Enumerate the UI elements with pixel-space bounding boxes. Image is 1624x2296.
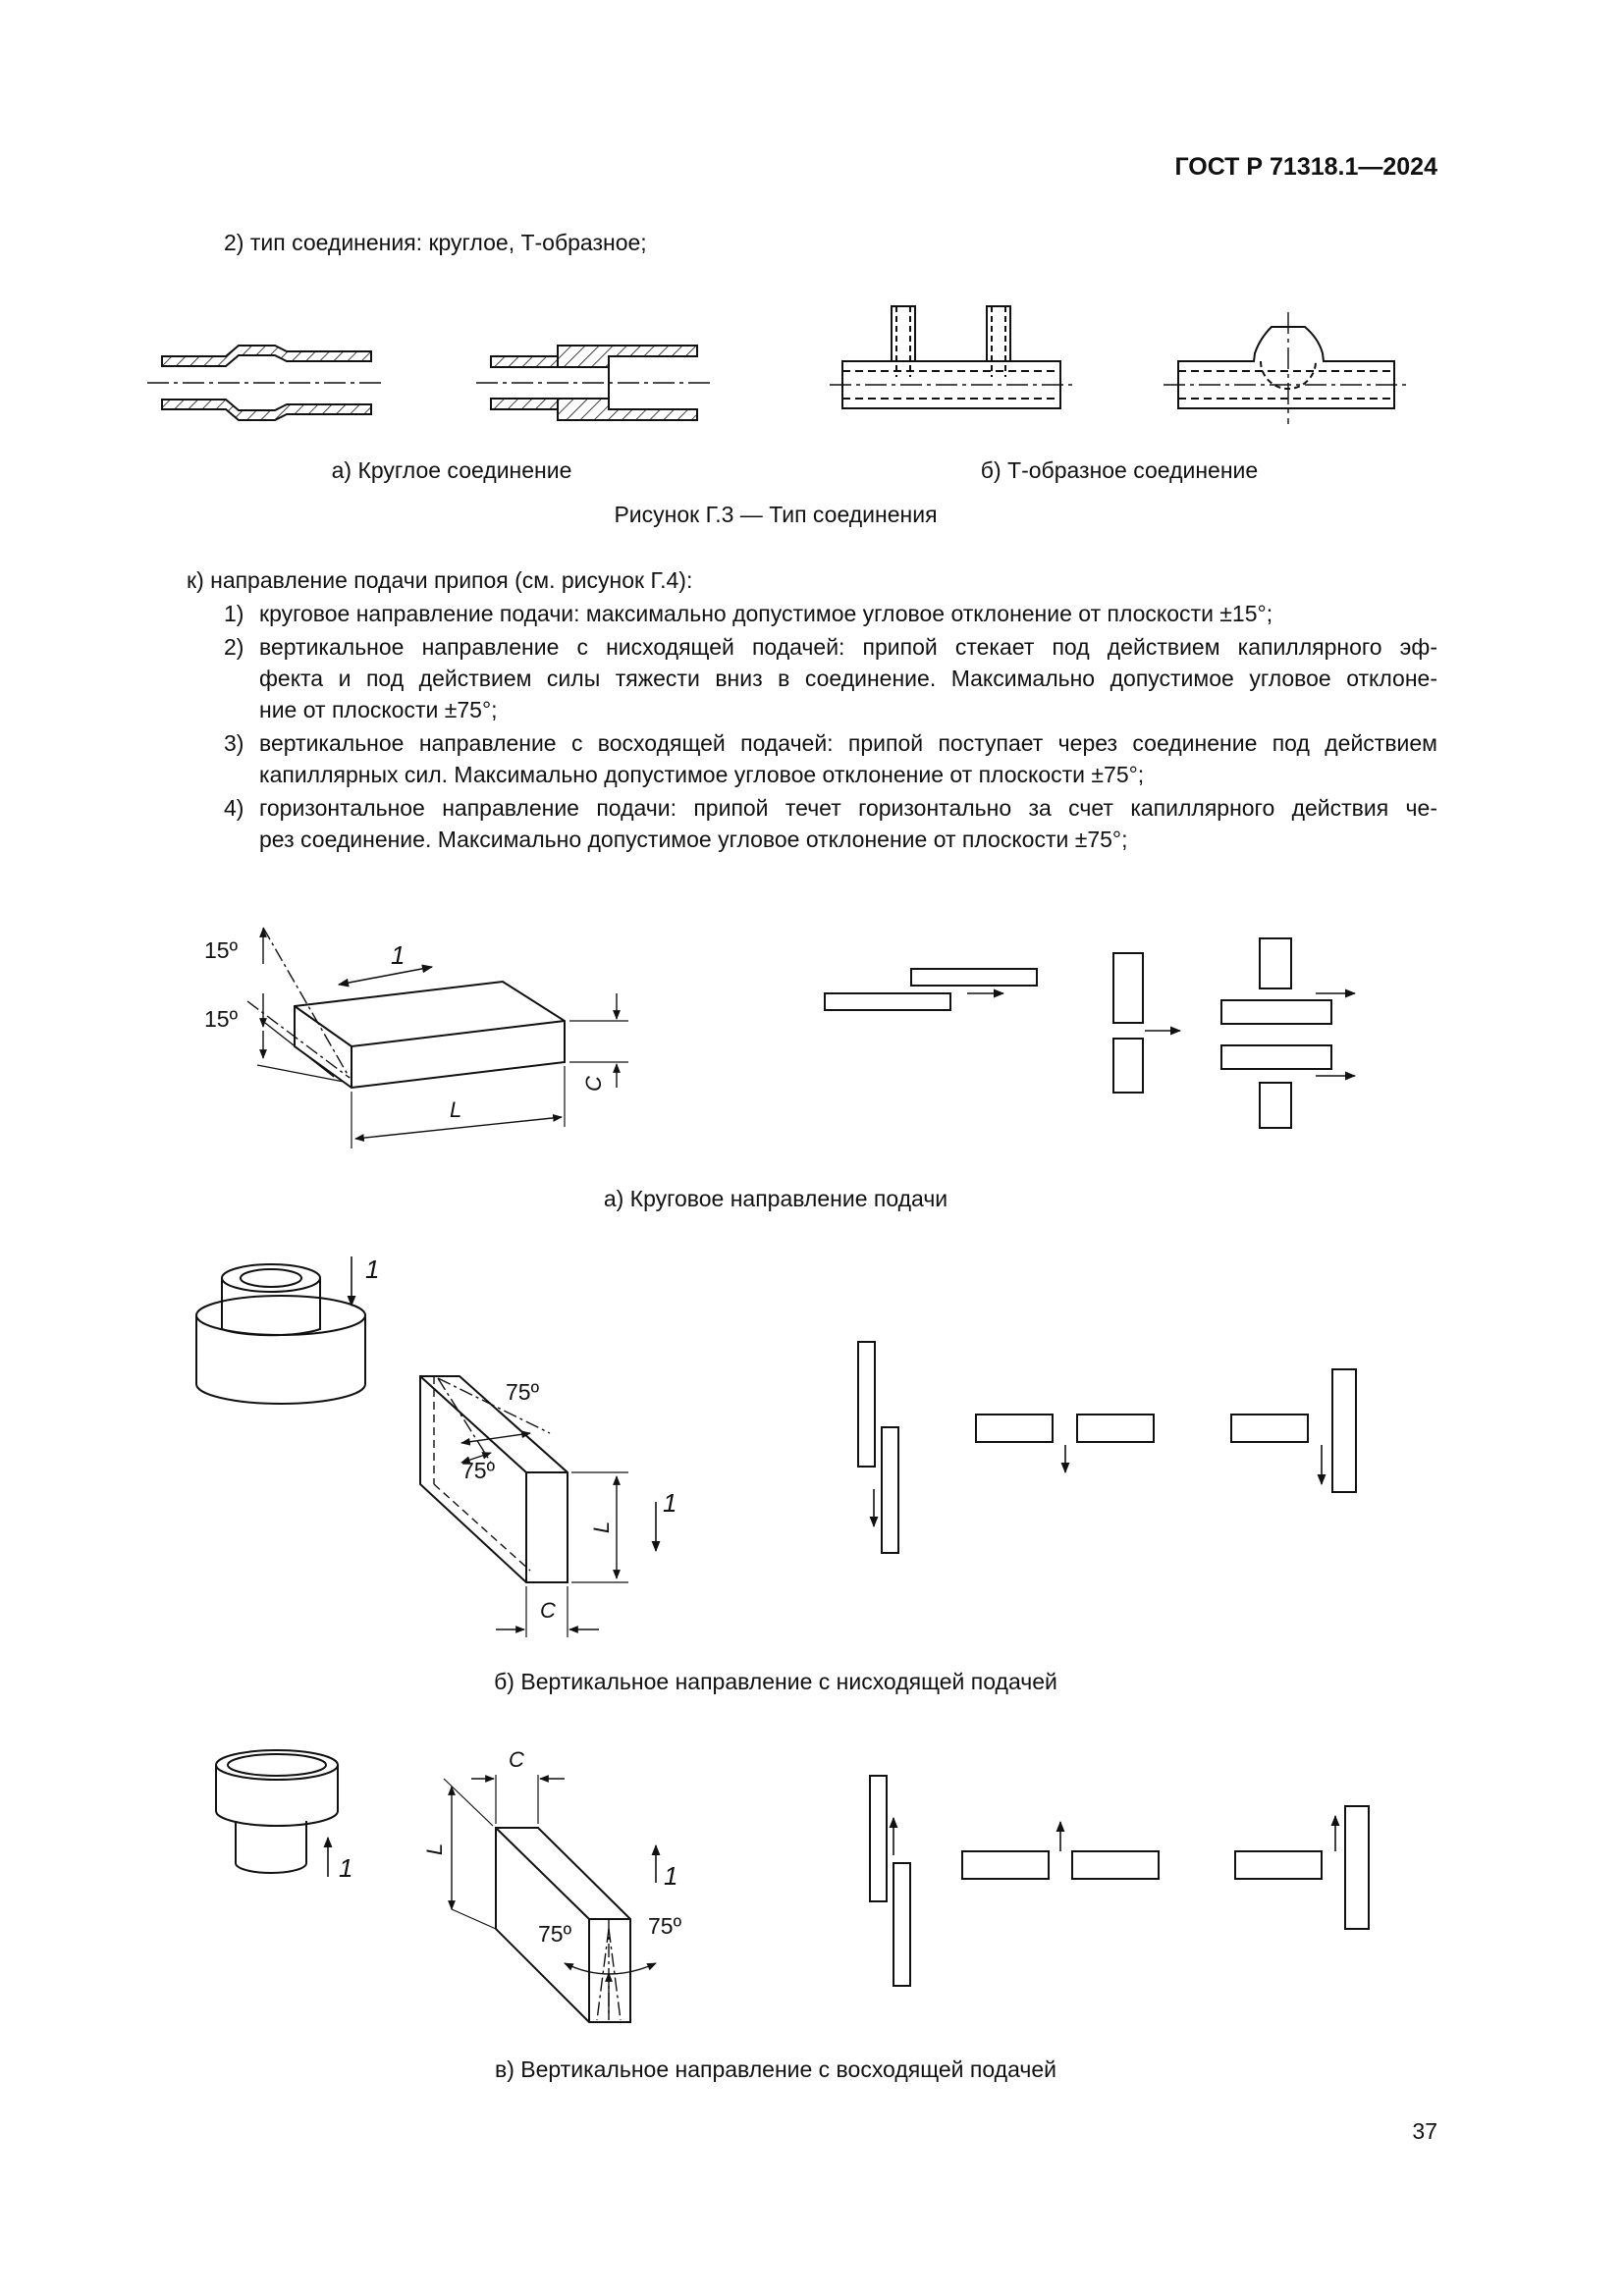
circular-feed-plate-drawing [247, 928, 628, 1148]
section-k-heading: к) направление подачи припоя (см. рисунок Г.4): [187, 567, 693, 593]
t-joint-pipe-drawing [830, 306, 1075, 408]
label-C-c: C [509, 1747, 524, 1772]
fig-g4-sub-c-caption: в) Вертикальное направление с восходящей подачей [495, 2056, 1056, 2082]
circular-feed-schematics [825, 938, 1355, 1128]
downward-feed-cylinder-drawing [196, 1256, 365, 1404]
page-number: 37 [1412, 2118, 1437, 2144]
upward-feed-bar-drawing [444, 1775, 656, 2022]
label-key-1-c: 1 [339, 1853, 353, 1883]
label-key-1-a: 1 [391, 940, 406, 970]
fig-g3-sub-a-caption: а) Круглое соединение [331, 457, 572, 483]
label-L-c: L [422, 1842, 447, 1855]
label-C-b: C [540, 1598, 556, 1623]
fig-g4-sub-a-caption: а) Круговое направление подачи [603, 1186, 948, 1211]
item-1-line-1: круговое направление подачи: максимально допустимое угловое отклонение от плоскости ±15°; [259, 601, 1273, 626]
label-angle-15-bottom: 15º [204, 1006, 238, 1032]
item-2-number: 2) [224, 634, 244, 660]
item-4-line-1: горизонтальное направление подачи: припой течет горизонтально за счет капиллярного действия че- [259, 795, 1437, 821]
item-2-line-3: ние от плоскости ±75°; [259, 697, 498, 722]
item-3-line-1: вертикальное направление с восходящей подачей: припой поступает через соединение под действием [259, 730, 1437, 756]
downward-feed-bar-drawing [420, 1376, 656, 1637]
label-angle-75-b-bottom: 75º [461, 1458, 495, 1483]
fig-g3-sub-b-caption: б) Т-образное соединение [980, 457, 1259, 483]
figure-g3-caption: Рисунок Г.3 — Тип соединения [614, 502, 938, 527]
round-joint-swaged-drawing [147, 346, 385, 420]
label-angle-75-b-top: 75º [506, 1379, 539, 1405]
label-angle-75-c-left: 75º [538, 1921, 571, 1947]
label-L-b: L [589, 1521, 614, 1533]
item-3-number: 3) [224, 730, 244, 756]
item-2-line-2: фекта и под действием силы тяжести вниз в соединение. Максимально допустимое угловое отклоне- [259, 666, 1437, 691]
downward-feed-schematics [858, 1342, 1356, 1553]
upward-feed-schematics [870, 1776, 1369, 1986]
item-1-number: 1) [224, 601, 244, 626]
item-4-number: 4) [224, 795, 244, 821]
label-key-1-b: 1 [365, 1255, 380, 1284]
item-4-line-2: рез соединение. Максимально допустимое угловое отклонение от плоскости ±75°; [259, 827, 1128, 852]
label-L-a: L [450, 1097, 462, 1122]
round-joint-sleeve-drawing [476, 346, 712, 420]
intro-item: 2) тип соединения: круглое, Т-образное; [224, 230, 647, 255]
item-2-line-1: вертикальное направление с нисходящей подачей: припой стекает под действием капиллярного эф- [259, 634, 1437, 660]
item-3-line-2: капиллярных сил. Максимально допустимое угловое отклонение от плоскости ±75°; [259, 762, 1145, 787]
label-C-a: C [581, 1076, 606, 1092]
label-angle-15-top: 15º [204, 937, 238, 963]
label-key-1-b2: 1 [663, 1488, 677, 1518]
standard-header: ГОСТ Р 71318.1—2024 [1174, 153, 1437, 181]
fig-g4-sub-b-caption: б) Вертикальное направление с нисходящей подачей [494, 1669, 1057, 1694]
label-key-1-c2: 1 [664, 1861, 678, 1891]
t-joint-saddle-drawing [1164, 312, 1409, 424]
label-angle-75-c-right: 75º [648, 1913, 681, 1939]
upward-feed-cylinder-drawing [216, 1750, 338, 1877]
